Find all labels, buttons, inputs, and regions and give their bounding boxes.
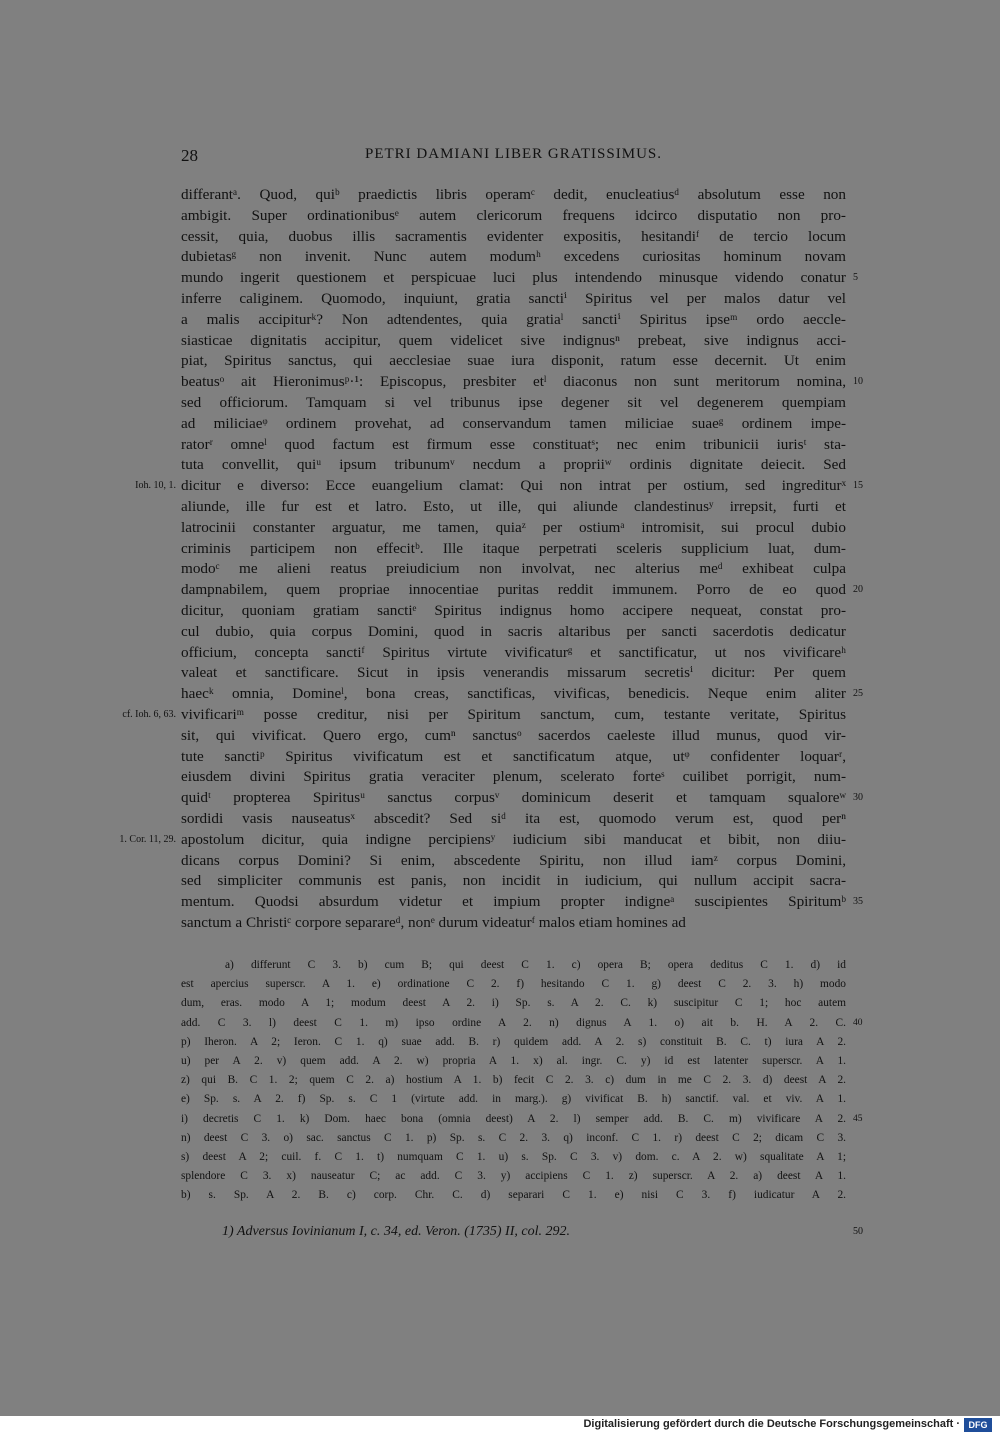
text-line-content: vivificariᵐ posse creditur, nisi per Spiritum sanctum, cum, testante veritate, Spiritus bbox=[181, 705, 846, 723]
text-line-content: modoᶜ me alieni reatus preiudicium non involvat, nec alterius meᵈ exhibeat culpa bbox=[181, 560, 846, 578]
text-line bbox=[181, 227, 846, 248]
text-line bbox=[181, 518, 846, 539]
text-line bbox=[181, 663, 846, 684]
text-line bbox=[181, 726, 846, 747]
text-line-content: aliunde, ille fur est et latro. Esto, ut ille, qui aliunde clandestinusʸ irrepsit, furti et bbox=[181, 497, 846, 515]
text-line-content: ratorʳ omneˡ quod factum est firmum esse constituatˢ; nec enim tribunicii iurisᵗ sta- bbox=[181, 435, 846, 453]
apparatus-line bbox=[181, 1186, 846, 1205]
text-line-content: differantᵃ. Quod, quiᵇ praedictis libris operamᶜ dedit, enucleatiusᵈ absolutum esse non bbox=[181, 186, 846, 203]
line-number: 30 bbox=[853, 792, 863, 804]
text-line bbox=[181, 559, 846, 580]
text-line bbox=[181, 809, 846, 830]
line-number: 45 bbox=[853, 1113, 863, 1124]
apparatus-line bbox=[181, 1014, 863, 1033]
text-line bbox=[181, 206, 846, 227]
text-line bbox=[181, 247, 846, 268]
apparatus-line bbox=[181, 1052, 846, 1071]
text-line bbox=[181, 871, 846, 892]
line-number: 35 bbox=[853, 896, 863, 908]
text-line-content: eiusdem divini Spiritus gratia veraciter plenum, scelerato forteˢ cuilibet porrigit, num- bbox=[181, 768, 846, 786]
text-line-content: dicans corpus Domini? Si enim, abscedente Spiritu, non illud iamᶻ corpus Domini, bbox=[181, 851, 846, 869]
text-line bbox=[181, 767, 846, 788]
apparatus-line-content: splendore C 3. x) nauseatur C; ac add. C 3. y) accipiens C 1. z) superscr. A 2. a) deest A 1. bbox=[181, 1170, 846, 1183]
text-line-content: tute sanctiᵖ Spiritus vivificatum est et sanctificatum atque, utᵠ confidenter loquarʳ, bbox=[181, 747, 846, 765]
text-line bbox=[181, 351, 846, 372]
text-line bbox=[181, 788, 863, 809]
apparatus-line bbox=[181, 1033, 846, 1052]
text-line bbox=[181, 310, 846, 331]
text-line-content: mundo ingerit questionem et perspicuae luci plus intendendo minusque videndo conatur bbox=[181, 269, 846, 287]
text-line-content: criminis participem non effecitᵇ. Ille itaque perpetrati sceleris supplicium luat, dum- bbox=[181, 539, 846, 557]
text-line-content: officium, concepta sanctiᶠ Spiritus virtute vivificaturᵍ et sanctificatur, ut nos vivificareʰ bbox=[181, 643, 846, 661]
text-line-content: sit, qui vivificat. Quero ergo, cumⁿ sanctusᵒ sacerdos caeleste illud munus, quod vir- bbox=[181, 726, 846, 744]
text-line bbox=[135, 476, 863, 497]
text-line-content: ambigit. Super ordinationibusᵉ autem clericorum frequens idcirco disputatio non pro- bbox=[181, 206, 846, 224]
text-line-content: siasticae dignitatis accipitur, quem videlicet sive indignusⁿ prebeat, sive indignus acci- bbox=[181, 331, 846, 349]
text-line bbox=[181, 289, 846, 310]
apparatus-line bbox=[181, 1110, 863, 1129]
text-line-content: a malis accipiturᵏ? Non adtendentes, quia gratiaˡ sanctiⁱ Spiritus ipseᵐ ordo aeccle- bbox=[181, 310, 846, 328]
funding-banner bbox=[0, 1416, 1000, 1434]
text-line bbox=[181, 497, 846, 518]
text-line bbox=[181, 393, 846, 414]
margin-reference: Ioh. 10, 1. bbox=[135, 480, 176, 492]
text-line-content: ad miliciaeᵠ ordinem provehat, ad conservandum tamen miliciae suaeᵍ ordinem impe- bbox=[181, 414, 846, 432]
margin-reference: 1. Cor. 11, 29. bbox=[119, 833, 176, 845]
apparatus-line-content: z) qui B. C 1. 2; quem C 2. a) hostium A 1. b) fecit C 2. 3. c) dum in me C 2. 3. d) deest A 2. bbox=[181, 1074, 846, 1087]
dfg-logo: DFG bbox=[964, 1418, 992, 1432]
apparatus-line-content: n) deest C 3. o) sac. sanctus C 1. p) Sp. s. C 2. 3. q) inconf. C 1. r) deest C 2; dicam C 3. bbox=[181, 1131, 846, 1144]
text-line-content: tuta convellit, quiᵘ ipsum tribunumᵛ necdum a propriiʷ ordinis dignitate deiecit. Sed bbox=[181, 456, 846, 474]
text-line-content: dicitur, quoniam gratiam sanctiᵉ Spiritus indignus homo accipere nequeat, constat pro- bbox=[181, 601, 846, 619]
line-number: 40 bbox=[853, 1017, 863, 1028]
margin-reference: cf. Ioh. 6, 63. bbox=[122, 708, 176, 720]
apparatus-line bbox=[181, 1071, 846, 1090]
apparatus-line-content: e) Sp. s. A 2. f) Sp. s. C 1 (virtute add. in marg.). g) vivificat B. h) sanctif. val. et viv. A 1. bbox=[181, 1093, 846, 1106]
apparatus-line bbox=[181, 994, 846, 1013]
text-line-content: cul dubio, quia corpus Domini, quod in sacris altaribus per sancti sacerdotis dedicatur bbox=[181, 622, 846, 640]
line-number: 15 bbox=[853, 480, 863, 492]
main-text bbox=[119, 185, 863, 934]
text-line-content: sed simpliciter communis est panis, non incidit in iudicium, qui nullum accipit sacra- bbox=[181, 872, 846, 890]
text-line bbox=[181, 684, 863, 705]
page-number: 28 bbox=[181, 146, 198, 165]
apparatus-line-content: u) per A 2. v) quem add. A 2. w) propria A 1. x) al. ingr. C. y) id est latenter superscr. A 1. bbox=[181, 1054, 846, 1067]
text-line-content: beatusᵒ ait Hieronimusᵖ·¹: Episcopus, presbiter etˡ diaconus non sunt meritorum nomina, bbox=[181, 373, 846, 391]
apparatus-line-content: add. C 3. l) deest C 1. m) ipso ordine A 2. n) dignus A 1. o) ait b. H. A 2. C. bbox=[181, 1016, 846, 1029]
text-line bbox=[181, 643, 846, 664]
text-line-content: sed officiorum. Tamquam si vel tribunus ipse degener sit vel degenerem quempiam bbox=[181, 393, 846, 411]
apparatus-line-content: dum, eras. modo A 1; modum deest A 2. i) Sp. s. A 2. C. k) suscipitur C 1; hoc autem bbox=[181, 997, 846, 1010]
apparatus-line-content: est apercius superscr. A 1. e) ordinatione C 2. f) hesitando C 1. g) deest C 2. 3. h) modo bbox=[181, 978, 846, 991]
line-number: 25 bbox=[853, 688, 863, 700]
text-line-content: dubietasᵍ non invenit. Nunc autem modumʰ excedens curiositas hominum novam bbox=[181, 248, 846, 266]
text-line-content: dampnabilem, quem propriae innocentiae puritas reddit immunem. Porro de eo quod bbox=[181, 581, 846, 599]
text-line bbox=[181, 185, 846, 206]
text-line bbox=[181, 601, 846, 622]
apparatus-line bbox=[181, 1090, 846, 1109]
text-line bbox=[181, 580, 863, 601]
text-line bbox=[181, 268, 858, 289]
text-line bbox=[181, 414, 846, 435]
apparatus-line bbox=[181, 1167, 846, 1186]
apparatus-line-content: p) Iheron. A 2; Ieron. C 1. q) suae add. B. r) quidem add. A 2. s) constituit B. C. t) iura A 2. bbox=[181, 1035, 846, 1048]
text-line-content: quidᵗ propterea Spiritusᵘ sanctus corpusᵛ dominicum deserit et tamquam squaloreʷ bbox=[181, 789, 846, 807]
text-line bbox=[181, 913, 846, 934]
text-line-content: mentum. Quodsi absurdum videtur et impium propter indigneᵃ suscipientes Spiritumᵇ bbox=[181, 893, 846, 911]
text-line-content: haecᵏ omnia, Domineˡ, bona creas, sanctificas, vivificas, benedicis. Neque enim aliter bbox=[181, 685, 846, 703]
text-line bbox=[181, 892, 863, 913]
text-line-content: dicitur e diverso: Ecce euangelium clamat: Qui non intrat per ostium, sed ingrediturˣ bbox=[181, 477, 846, 495]
text-line-content: cessit, quia, duobus illis sacramentis evidenter expositis, hesitandiᶠ de tercio locum bbox=[181, 227, 846, 245]
text-line bbox=[122, 705, 846, 726]
text-line-content: latrocinii constanter arguatur, me tamen, quiaᶻ per ostiumᵃ intromisit, sui procul dubio bbox=[181, 518, 846, 536]
text-line bbox=[181, 372, 863, 393]
apparatus-line-content: i) decretis C 1. k) Dom. haec bona (omnia deest) A 2. l) semper add. B. C. m) vivificare A 2. bbox=[181, 1112, 846, 1125]
text-line bbox=[181, 851, 846, 872]
footnote: 1) Adversus Iovinianum I, c. 34, ed. Veron. (1735) II, col. 292. bbox=[222, 1224, 570, 1239]
text-line bbox=[181, 455, 846, 476]
apparatus-line bbox=[181, 975, 846, 994]
text-line bbox=[181, 539, 846, 560]
text-line-content: apostolum dicitur, quia indigne percipiensʸ iudicium sibi manducat et bibit, non diiu- bbox=[181, 830, 846, 848]
apparatus-line-content: s) deest A 2; cuil. f. C 1. t) numquam C 1. u) s. Sp. C 3. v) dom. c. A 2. w) squalitate A 1; bbox=[181, 1150, 846, 1163]
running-title: PETRI DAMIANI LIBER GRATISSIMUS. bbox=[364, 146, 662, 162]
line-number: 5 bbox=[853, 272, 858, 284]
text-line-content: valeat et sanctificare. Sicut in ipsis venerandis missarum secretisⁱ dicitur: Per quem bbox=[181, 664, 846, 682]
line-number: 10 bbox=[853, 376, 863, 388]
page-header bbox=[181, 146, 846, 172]
apparatus-line bbox=[181, 956, 846, 975]
apparatus-line bbox=[181, 1148, 846, 1167]
text-line bbox=[181, 747, 846, 768]
text-line bbox=[181, 435, 846, 456]
text-line bbox=[119, 830, 846, 851]
text-line bbox=[181, 331, 846, 352]
apparatus-line-content: b) s. Sp. A 2. B. c) corp. Chr. C. d) separari C 1. e) nisi C 3. f) iudicatur A 2. bbox=[181, 1189, 846, 1202]
text-line-content: inferre caliginem. Quomodo, inquiunt, gratia sanctiⁱ Spiritus vel per malos datur vel bbox=[181, 289, 846, 307]
text-line-content: sordidi vasis nauseatusˣ abscedit? Sed siᵈ ita est, quomodo verum est, quod perⁿ bbox=[181, 809, 846, 827]
footnote-line-number: 50 bbox=[853, 1226, 863, 1237]
line-number: 20 bbox=[853, 584, 863, 596]
text-line bbox=[181, 622, 846, 643]
text-line-content: piat, Spiritus sanctus, qui aecclesiae suae iura disponit, ratum esse decernit. Ut enim bbox=[181, 352, 846, 370]
text-line-content: sanctum a Christiᶜ corpore separareᵈ, nonᵉ durum videaturᶠ malos etiam homines ad bbox=[181, 913, 686, 931]
apparatus-line-content: a) differunt C 3. b) cum B; qui deest C 1. c) opera B; opera deditus C 1. d) id bbox=[225, 959, 846, 971]
critical-apparatus bbox=[181, 956, 863, 1205]
apparatus-line bbox=[181, 1129, 846, 1148]
funding-text: Digitalisierung gefördert durch die Deutsche Forschungsgemeinschaft · bbox=[583, 1418, 960, 1430]
